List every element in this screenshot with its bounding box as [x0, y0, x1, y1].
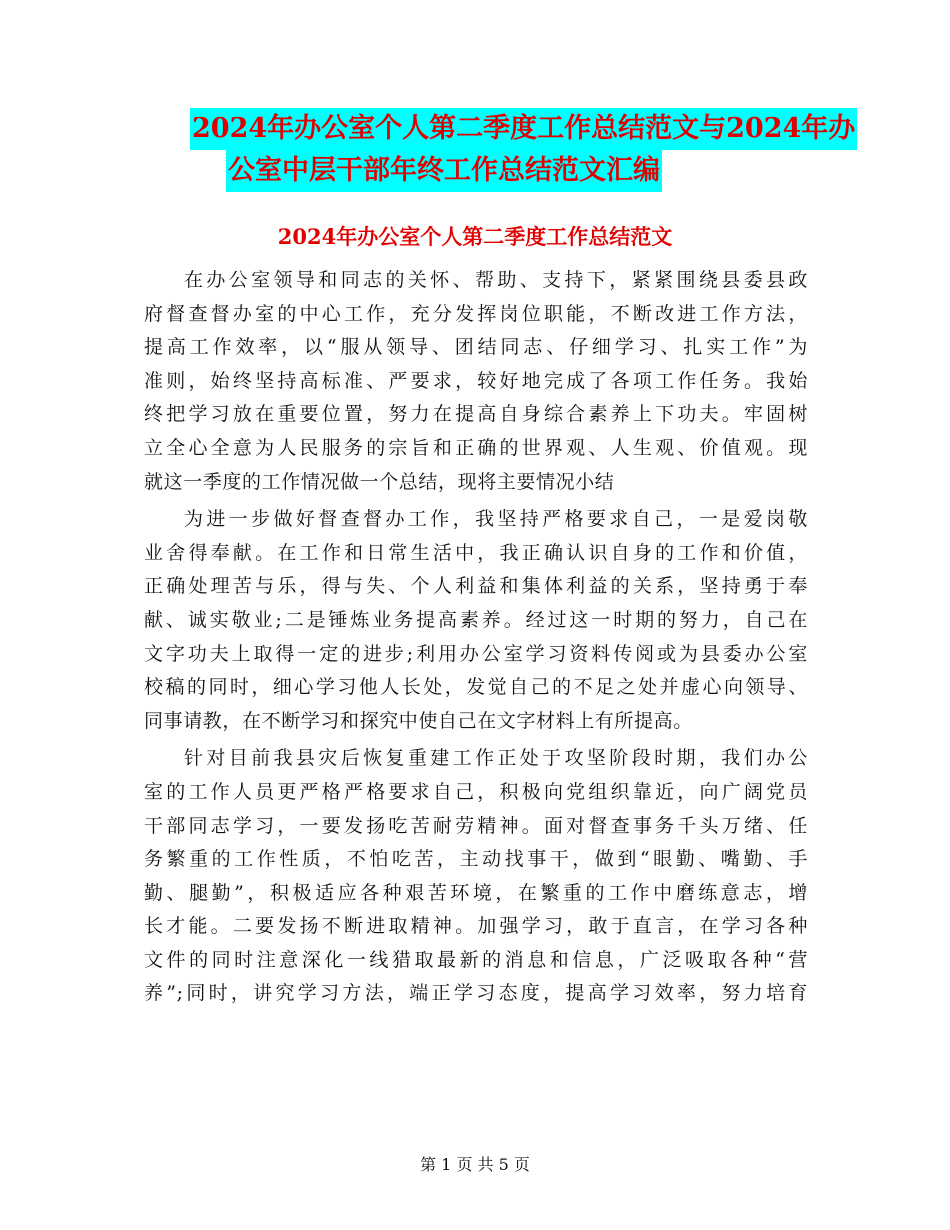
document-body	[144, 264, 808, 1015]
body-text-line: 业舍得奉献。在工作和日常生活中，我正确认识自身的工作和价值，	[144, 541, 808, 564]
body-text-line: 终把学习放在重要位置，努力在提高自身综合素养上下功夫。牢固树	[144, 403, 808, 426]
document-title-line-2: 公室中层干部年终工作总结范文汇编	[226, 150, 662, 192]
body-text-line: 准则，始终坚持高标准、严要求，较好地完成了各项工作任务。我始	[144, 369, 808, 392]
body-text-line: 干部同志学习，一要发扬吃苦耐劳精神。面对督查事务千头万绪、任	[144, 814, 808, 837]
body-text-line: 在办公室领导和同志的关怀、帮助、支持下，紧紧围绕县委县政	[184, 269, 808, 291]
section-title: 2024年办公室个人第二季度工作总结范文	[277, 224, 673, 249]
body-text-line: 室的工作人员更严格严格要求自己，积极向党组织靠近，向广阔党员	[144, 780, 808, 803]
body-text-line: 为进一步做好督查督办工作，我坚持严格要求自己，一是爱岗敬	[184, 508, 808, 531]
body-paragraph	[144, 503, 808, 738]
body-text-line: 就这一季度的工作情况做一个总结，现将主要情况小结	[144, 470, 615, 493]
body-text-line: 长才能。二要发扬不断进取精神。加强学习，敢于直言，在学习各种	[144, 915, 808, 938]
body-text-line: 文件的同时注意深化一线猎取最新的消息和信息，广泛吸取各种“营	[144, 948, 808, 971]
document-title-line-1: 2024年办公室个人第二季度工作总结范文与2024年办	[190, 108, 857, 150]
body-paragraph	[144, 264, 808, 499]
body-text-line: 校稿的同时，细心学习他人长处，发觉自己的不足之处并虚心向领导、	[144, 676, 808, 699]
body-paragraph	[144, 742, 808, 1011]
body-text-line: 立全心全意为人民服务的宗旨和正确的世界观、人生观、价值观。现	[144, 436, 808, 459]
body-text-line: 献、诚实敬业;二是锤炼业务提高素养。经过这一时期的努力，自己在	[144, 608, 808, 631]
body-text-line: 务繁重的工作性质，不怕吃苦，主动找事干，做到“眼勤、嘴勤、手	[144, 848, 808, 871]
body-text-line: 针对目前我县灾后恢复重建工作正处于攻坚阶段时期，我们办公	[184, 747, 808, 770]
body-text-line: 同事请教，在不断学习和探究中使自己在文字材料上有所提高。	[144, 709, 693, 732]
body-text-line: 提高工作效率，以“服从领导、团结同志、仔细学习、扎实工作”为	[144, 336, 808, 359]
document-title	[130, 108, 856, 192]
body-text-line: 正确处理苦与乐，得与失、个人利益和集体利益的关系，坚持勇于奉	[144, 575, 808, 598]
body-text-line: 文字功夫上取得一定的进步;利用办公室学习资料传阅或为县委办公室	[144, 642, 808, 665]
body-text-line: 勤、腿勤”，积极适应各种艰苦环境，在繁重的工作中磨练意志，增	[144, 881, 808, 904]
page-footer: 第 1 页 共 5 页	[420, 1155, 530, 1174]
body-text-line: 养”;同时，讲究学习方法，端正学习态度，提高学习效率，努力培育	[144, 982, 808, 1005]
body-text-line: 府督查督办室的中心工作，充分发挥岗位职能，不断改进工作方法，	[144, 302, 808, 325]
